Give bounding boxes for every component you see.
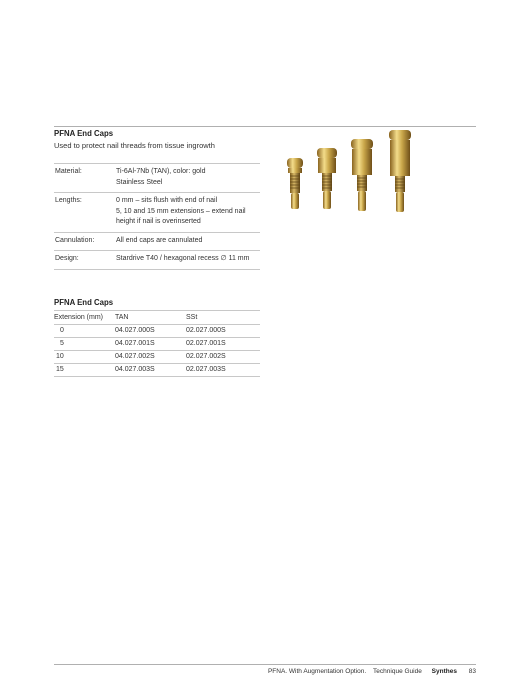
table-row — [54, 351, 260, 364]
ordering-table — [54, 310, 260, 377]
spec-row-lengths — [54, 193, 260, 233]
cell-tan: 04.027.003S — [115, 364, 186, 377]
spec-value — [116, 164, 260, 193]
column-header-tan: TAN — [115, 311, 186, 325]
spec-value — [116, 232, 260, 251]
table-row — [54, 364, 260, 377]
spec-row-material — [54, 164, 260, 193]
spec-line: Stardrive T40 / hexagonal recess ∅ 11 mm — [116, 255, 250, 262]
table-header-row — [54, 311, 260, 325]
cell-tan: 04.027.001S — [115, 338, 186, 351]
end-cap-0mm — [287, 158, 303, 209]
spec-row-design — [54, 251, 260, 270]
table-row — [54, 338, 260, 351]
table-row — [54, 325, 260, 338]
spec-line: 0 mm – sits flush with end of nail — [116, 197, 218, 204]
cell-extension: 5 — [54, 338, 115, 351]
cell-tan: 04.027.000S — [115, 325, 186, 338]
top-divider — [54, 126, 476, 127]
spec-value — [116, 251, 260, 270]
page-footer — [268, 668, 476, 675]
footer-document-title: PFNA. With Augmentation Option. — [267, 668, 367, 675]
cell-tan: 04.027.002S — [115, 351, 186, 364]
footer-brand: Synthes — [431, 668, 457, 675]
specification-table — [54, 163, 260, 270]
cell-extension: 10 — [54, 351, 115, 364]
column-header-sst: SSt — [186, 311, 260, 325]
cell-extension: 0 — [54, 325, 115, 338]
section-subtitle: Used to protect nail threads from tissue ingrowth — [54, 141, 215, 150]
footer-guide-label: Technique Guide — [373, 668, 422, 675]
spec-line: height if nail is overinserted — [116, 218, 201, 225]
spec-row-cannulation — [54, 232, 260, 251]
spec-label: Cannulation: — [54, 232, 116, 251]
column-header-extension: Extension (mm) — [54, 311, 115, 325]
cell-sst: 02.027.002S — [186, 351, 260, 364]
spec-line: All end caps are cannulated — [116, 236, 203, 244]
gold-end-caps-image — [280, 128, 420, 216]
spec-line: Ti-6Al-7Nb (TAN), color: gold — [116, 168, 206, 175]
section-title: PFNA End Caps — [54, 129, 114, 138]
spec-line: Stainless Steel — [116, 178, 163, 186]
cell-sst: 02.027.003S — [186, 364, 260, 377]
page-number: 83 — [468, 668, 476, 675]
end-cap-10mm — [351, 139, 373, 211]
cell-sst: 02.027.000S — [186, 325, 260, 338]
footer-divider — [54, 664, 476, 665]
spec-label: Design: — [54, 251, 116, 270]
ordering-table-title: PFNA End Caps — [54, 298, 114, 307]
spec-label: Lengths: — [54, 193, 116, 233]
cell-extension: 15 — [54, 364, 115, 377]
end-cap-15mm — [389, 130, 411, 212]
end-cap-5mm — [317, 148, 337, 209]
cell-sst: 02.027.001S — [186, 338, 260, 351]
spec-line: 5, 10 and 15 mm extensions – extend nail — [116, 207, 246, 215]
spec-label: Material: — [54, 164, 116, 193]
spec-value — [116, 193, 260, 233]
